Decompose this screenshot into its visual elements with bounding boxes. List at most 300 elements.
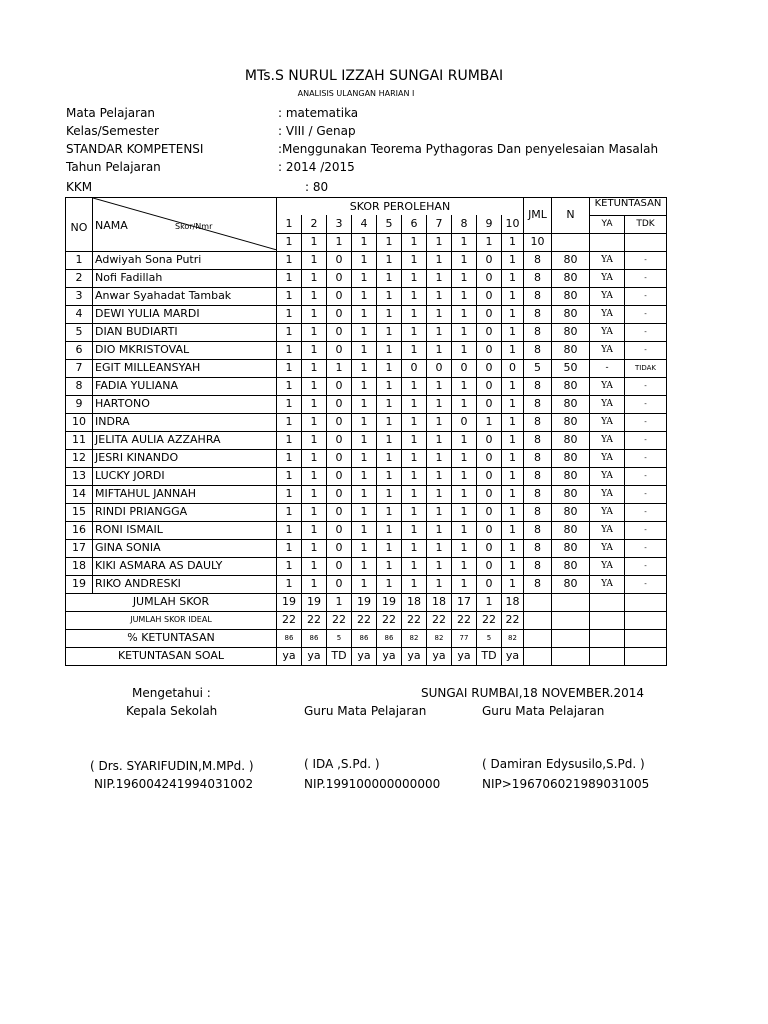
row-tdk: -	[625, 521, 667, 539]
score-cell: 1	[402, 449, 427, 467]
score-cell: 0	[452, 359, 477, 377]
score-cell: 1	[377, 359, 402, 377]
score-cell: 1	[352, 341, 377, 359]
max-n-empty	[552, 233, 590, 251]
row-ya: YA	[590, 413, 625, 431]
score-cell: 0	[402, 359, 427, 377]
row-ya: YA	[590, 251, 625, 269]
row-no: 13	[66, 467, 93, 485]
score-cell: 0	[477, 485, 502, 503]
row-no: 9	[66, 395, 93, 413]
table-row	[66, 305, 667, 323]
score-cell: 1	[427, 557, 452, 575]
score-cell: 0	[477, 323, 502, 341]
score-cell: 0	[452, 413, 477, 431]
score-cell: 1	[452, 269, 477, 287]
footer-value: 19	[302, 593, 327, 611]
student-name: INDRA	[93, 413, 277, 431]
footer-label: JUMLAH SKOR	[66, 593, 277, 611]
signer-nip-2: NIP.199100000000000	[304, 777, 441, 791]
score-cell: 1	[427, 539, 452, 557]
score-cell: 1	[302, 413, 327, 431]
score-cell: 1	[452, 539, 477, 557]
score-cell: 1	[452, 341, 477, 359]
score-cell: 1	[502, 305, 524, 323]
footer-empty-jml	[524, 647, 552, 665]
score-cell: 1	[352, 539, 377, 557]
row-no: 2	[66, 269, 93, 287]
score-cell: 1	[277, 413, 302, 431]
score-cell: 0	[327, 575, 352, 593]
score-cell: 1	[502, 287, 524, 305]
score-cell: 0	[327, 341, 352, 359]
student-name: LUCKY JORDI	[93, 467, 277, 485]
footer-value: 77	[452, 629, 477, 647]
score-cell: 1	[502, 467, 524, 485]
row-no: 17	[66, 539, 93, 557]
student-name: RONI ISMAIL	[93, 521, 277, 539]
row-jml: 5	[524, 359, 552, 377]
footer-value: ya	[352, 647, 377, 665]
score-cell: 1	[377, 323, 402, 341]
score-cell: 0	[477, 251, 502, 269]
score-cell: 1	[302, 377, 327, 395]
row-n: 80	[552, 575, 590, 593]
score-cell: 1	[277, 323, 302, 341]
footer-value: 22	[452, 611, 477, 629]
row-jml: 8	[524, 251, 552, 269]
score-cell: 1	[452, 467, 477, 485]
table-row	[66, 575, 667, 593]
row-jml: 8	[524, 413, 552, 431]
score-cell: 0	[327, 521, 352, 539]
score-cell: 1	[352, 485, 377, 503]
footer-value: 18	[402, 593, 427, 611]
score-cell: 1	[377, 395, 402, 413]
score-cell: 1	[302, 305, 327, 323]
score-cell: 1	[502, 413, 524, 431]
header-ya: YA	[590, 215, 625, 233]
row-tdk: -	[625, 575, 667, 593]
score-cell: 1	[452, 575, 477, 593]
score-cell: 1	[327, 359, 352, 377]
row-jml: 8	[524, 431, 552, 449]
max-score: 1	[427, 233, 452, 251]
score-cell: 1	[277, 467, 302, 485]
score-cell: 1	[427, 377, 452, 395]
footer-value: 22	[427, 611, 452, 629]
student-name: DIO MKRISTOVAL	[93, 341, 277, 359]
score-cell: 1	[502, 449, 524, 467]
row-jml: 8	[524, 539, 552, 557]
score-cell: 0	[477, 305, 502, 323]
table-row	[66, 539, 667, 557]
score-cell: 1	[502, 395, 524, 413]
footer-empty-n	[552, 629, 590, 647]
score-cell: 1	[377, 377, 402, 395]
score-cell: 1	[377, 521, 402, 539]
row-ya: YA	[590, 287, 625, 305]
footer-value: 22	[277, 611, 302, 629]
score-cell: 0	[327, 485, 352, 503]
score-cell: 1	[402, 521, 427, 539]
row-ya: YA	[590, 305, 625, 323]
score-cell: 1	[452, 503, 477, 521]
row-ya: YA	[590, 485, 625, 503]
info-label-kkm: KKM	[66, 180, 93, 194]
score-cell: 1	[427, 467, 452, 485]
row-tdk: -	[625, 431, 667, 449]
table-row	[66, 413, 667, 431]
row-no: 18	[66, 557, 93, 575]
student-name: Nofi Fadillah	[93, 269, 277, 287]
score-cell: 1	[302, 449, 327, 467]
score-cell: 1	[352, 359, 377, 377]
score-cell: 1	[377, 287, 402, 305]
item-number: 4	[352, 215, 377, 233]
row-tdk: -	[625, 503, 667, 521]
footer-value: 22	[302, 611, 327, 629]
max-ya-empty	[590, 233, 625, 251]
score-cell: 1	[302, 251, 327, 269]
score-cell: 1	[402, 575, 427, 593]
max-score: 1	[502, 233, 524, 251]
score-cell: 1	[352, 449, 377, 467]
score-cell: 1	[452, 557, 477, 575]
header-skor-perolehan: SKOR PEROLEHAN	[277, 198, 524, 216]
row-ya: YA	[590, 557, 625, 575]
score-cell: 1	[302, 341, 327, 359]
score-cell: 1	[377, 557, 402, 575]
max-score: 1	[402, 233, 427, 251]
row-jml: 8	[524, 341, 552, 359]
score-cell: 1	[502, 323, 524, 341]
row-jml: 8	[524, 503, 552, 521]
row-n: 80	[552, 521, 590, 539]
score-cell: 1	[452, 251, 477, 269]
score-cell: 0	[327, 305, 352, 323]
row-n: 80	[552, 431, 590, 449]
score-cell: 0	[327, 413, 352, 431]
score-cell: 1	[427, 269, 452, 287]
student-name: DIAN BUDIARTI	[93, 323, 277, 341]
score-cell: 1	[402, 503, 427, 521]
max-score: 1	[302, 233, 327, 251]
score-cell: 1	[402, 269, 427, 287]
score-cell: 1	[352, 557, 377, 575]
footer-empty-tdk	[625, 611, 667, 629]
row-tdk: -	[625, 341, 667, 359]
footer-value: 5	[477, 629, 502, 647]
score-cell: 1	[352, 269, 377, 287]
footer-label: KETUNTASAN SOAL	[66, 647, 277, 665]
item-number: 1	[277, 215, 302, 233]
score-cell: 0	[477, 341, 502, 359]
row-no: 16	[66, 521, 93, 539]
footer-value: TD	[477, 647, 502, 665]
row-n: 80	[552, 449, 590, 467]
footer-empty-tdk	[625, 647, 667, 665]
footer-value: 86	[302, 629, 327, 647]
table-row	[66, 503, 667, 521]
row-n: 80	[552, 251, 590, 269]
header-n: N	[552, 198, 590, 234]
footer-value: 86	[352, 629, 377, 647]
row-n: 50	[552, 359, 590, 377]
row-no: 8	[66, 377, 93, 395]
row-jml: 8	[524, 305, 552, 323]
score-cell: 0	[477, 269, 502, 287]
score-cell: 1	[502, 377, 524, 395]
row-tdk: -	[625, 287, 667, 305]
score-cell: 1	[277, 449, 302, 467]
student-name: DEWI YULIA MARDI	[93, 305, 277, 323]
row-no: 10	[66, 413, 93, 431]
score-cell: 1	[377, 539, 402, 557]
score-cell: 1	[302, 521, 327, 539]
footer-empty-n	[552, 611, 590, 629]
score-cell: 1	[377, 485, 402, 503]
score-cell: 1	[502, 431, 524, 449]
footer-empty-n	[552, 593, 590, 611]
info-label-class: Kelas/Semester	[66, 124, 159, 138]
score-cell: 1	[352, 395, 377, 413]
footer-row	[66, 629, 667, 647]
table-row	[66, 521, 667, 539]
footer-empty-ya	[590, 611, 625, 629]
score-cell: 0	[477, 575, 502, 593]
footer-empty-ya	[590, 593, 625, 611]
score-cell: 1	[502, 521, 524, 539]
row-jml: 8	[524, 269, 552, 287]
score-cell: 0	[477, 539, 502, 557]
score-cell: 1	[402, 341, 427, 359]
mengetahui-label: Mengetahui :	[132, 686, 211, 700]
student-name: Adwiyah Sona Putri	[93, 251, 277, 269]
score-cell: 1	[502, 485, 524, 503]
score-cell: 1	[452, 485, 477, 503]
item-number: 9	[477, 215, 502, 233]
score-cell: 0	[477, 557, 502, 575]
row-tdk: TIDAK	[625, 359, 667, 377]
footer-value: 5	[327, 629, 352, 647]
table-row	[66, 359, 667, 377]
row-tdk: -	[625, 305, 667, 323]
row-tdk: -	[625, 467, 667, 485]
table-row	[66, 467, 667, 485]
score-cell: 1	[427, 503, 452, 521]
row-ya: YA	[590, 431, 625, 449]
table-row	[66, 287, 667, 305]
score-cell: 1	[352, 503, 377, 521]
score-cell: 1	[277, 485, 302, 503]
score-cell: 1	[277, 395, 302, 413]
footer-empty-ya	[590, 647, 625, 665]
student-name: Anwar Syahadat Tambak	[93, 287, 277, 305]
row-ya: YA	[590, 575, 625, 593]
student-name: FADIA YULIANA	[93, 377, 277, 395]
row-n: 80	[552, 287, 590, 305]
score-cell: 1	[377, 305, 402, 323]
info-value-subject: : matematika	[278, 106, 359, 120]
score-cell: 1	[277, 557, 302, 575]
footer-value: ya	[377, 647, 402, 665]
row-n: 80	[552, 377, 590, 395]
row-tdk: -	[625, 251, 667, 269]
score-cell: 1	[427, 413, 452, 431]
footer-empty-ya	[590, 629, 625, 647]
footer-value: 19	[277, 593, 302, 611]
item-number: 3	[327, 215, 352, 233]
max-score: 1	[352, 233, 377, 251]
header-skor-nmr: Skor/Nmr	[175, 222, 213, 232]
footer-value: ya	[427, 647, 452, 665]
info-label-competency: STANDAR KOMPETENSI	[66, 142, 204, 156]
student-name: JELITA AULIA AZZAHRA	[93, 431, 277, 449]
info-value-class: : VIII / Genap	[278, 124, 356, 138]
footer-value: 22	[402, 611, 427, 629]
score-cell: 1	[427, 485, 452, 503]
score-cell: 1	[452, 449, 477, 467]
score-cell: 1	[277, 503, 302, 521]
signer-nip-3: NIP>196706021989031005	[482, 777, 650, 791]
footer-value: 22	[377, 611, 402, 629]
score-cell: 1	[302, 323, 327, 341]
score-cell: 1	[302, 395, 327, 413]
score-cell: 1	[352, 413, 377, 431]
row-no: 5	[66, 323, 93, 341]
student-name: RIKO ANDRESKI	[93, 575, 277, 593]
footer-label: JUMLAH SKOR IDEAL	[66, 611, 277, 629]
score-cell: 0	[477, 431, 502, 449]
score-cell: 1	[377, 503, 402, 521]
table-row	[66, 449, 667, 467]
score-table	[65, 197, 667, 666]
score-cell: 1	[402, 377, 427, 395]
row-tdk: -	[625, 377, 667, 395]
score-cell: 0	[477, 449, 502, 467]
score-cell: 1	[452, 395, 477, 413]
signer-nip-1: NIP.196004241994031002	[94, 777, 254, 791]
guru-label-1: Guru Mata Pelajaran	[304, 704, 427, 718]
table-row	[66, 485, 667, 503]
score-cell: 0	[427, 359, 452, 377]
header-name	[93, 198, 277, 252]
row-tdk: -	[625, 449, 667, 467]
row-ya: YA	[590, 503, 625, 521]
footer-value: 1	[477, 593, 502, 611]
info-value-competency: :Menggunakan Teorema Pythagoras Dan penyelesaian Masalah	[278, 142, 659, 156]
score-cell: 0	[477, 521, 502, 539]
score-cell: 0	[477, 359, 502, 377]
row-no: 1	[66, 251, 93, 269]
score-cell: 1	[402, 287, 427, 305]
score-cell: 0	[327, 395, 352, 413]
table-row	[66, 377, 667, 395]
footer-value: 18	[502, 593, 524, 611]
footer-value: 22	[327, 611, 352, 629]
row-jml: 8	[524, 395, 552, 413]
score-cell: 1	[277, 341, 302, 359]
item-number: 2	[302, 215, 327, 233]
item-number: 5	[377, 215, 402, 233]
info-value-kkm: : 80	[305, 180, 329, 194]
score-cell: 1	[402, 323, 427, 341]
score-cell: 0	[477, 503, 502, 521]
score-cell: 1	[302, 485, 327, 503]
score-cell: 1	[502, 557, 524, 575]
row-ya: YA	[590, 341, 625, 359]
score-cell: 1	[377, 341, 402, 359]
row-n: 80	[552, 485, 590, 503]
info-label-subject: Mata Pelajaran	[66, 106, 156, 120]
row-ya: YA	[590, 395, 625, 413]
table-row	[66, 557, 667, 575]
score-cell: 1	[377, 449, 402, 467]
footer-row	[66, 647, 667, 665]
footer-value: 22	[352, 611, 377, 629]
footer-row	[66, 611, 667, 629]
item-number: 10	[502, 215, 524, 233]
score-cell: 1	[377, 413, 402, 431]
score-cell: 1	[302, 539, 327, 557]
score-cell: 1	[427, 287, 452, 305]
signer-name-3: ( Damiran Edysusilo,S.Pd. )	[482, 757, 645, 771]
footer-value: TD	[327, 647, 352, 665]
footer-value: ya	[402, 647, 427, 665]
score-cell: 1	[302, 503, 327, 521]
score-cell: 1	[452, 305, 477, 323]
row-no: 7	[66, 359, 93, 377]
row-n: 80	[552, 503, 590, 521]
row-tdk: -	[625, 269, 667, 287]
item-number: 8	[452, 215, 477, 233]
score-cell: 1	[452, 323, 477, 341]
score-cell: 1	[502, 269, 524, 287]
score-cell: 1	[302, 269, 327, 287]
header-tdk: TDK	[625, 215, 667, 233]
score-cell: 0	[327, 449, 352, 467]
row-n: 80	[552, 305, 590, 323]
row-ya: YA	[590, 269, 625, 287]
max-score: 1	[377, 233, 402, 251]
footer-value: 86	[377, 629, 402, 647]
footer-value: ya	[302, 647, 327, 665]
footer-value: 82	[427, 629, 452, 647]
score-cell: 1	[302, 467, 327, 485]
student-name: MIFTAHUL JANNAH	[93, 485, 277, 503]
table-row	[66, 269, 667, 287]
score-cell: 1	[452, 287, 477, 305]
score-cell: 1	[352, 251, 377, 269]
score-cell: 0	[327, 557, 352, 575]
score-cell: 1	[402, 305, 427, 323]
table-row	[66, 395, 667, 413]
score-cell: 1	[402, 431, 427, 449]
row-no: 11	[66, 431, 93, 449]
score-cell: 1	[352, 305, 377, 323]
header-no: NO	[66, 198, 93, 252]
row-n: 80	[552, 413, 590, 431]
score-cell: 1	[427, 341, 452, 359]
footer-empty-jml	[524, 593, 552, 611]
row-ya: YA	[590, 467, 625, 485]
footer-empty-jml	[524, 629, 552, 647]
score-cell: 0	[327, 269, 352, 287]
table-row	[66, 251, 667, 269]
guru-label-2: Guru Mata Pelajaran	[482, 704, 605, 718]
signer-name-2: ( IDA ,S.Pd. )	[304, 757, 380, 771]
